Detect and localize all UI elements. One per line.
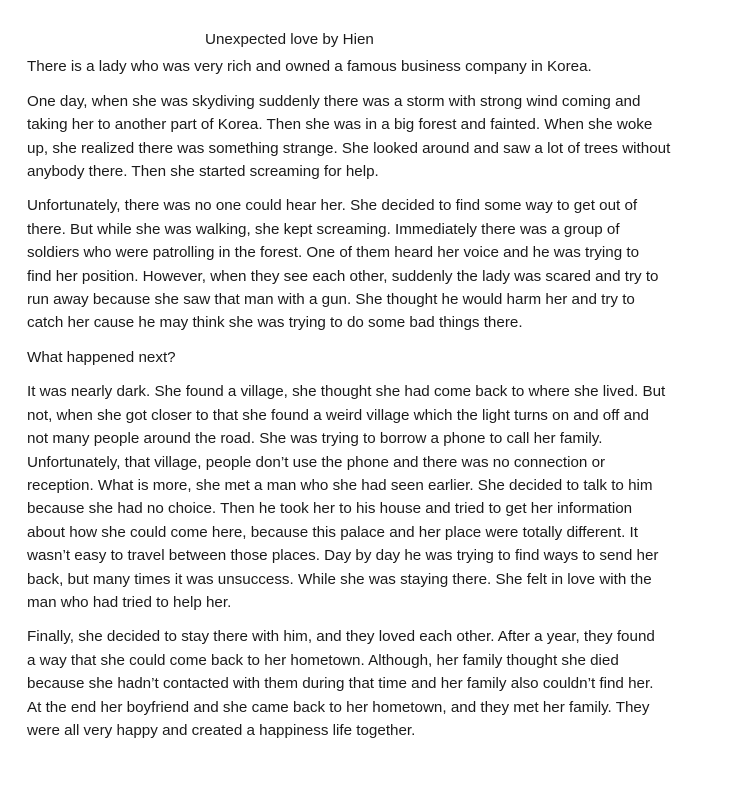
paragraph-line: reception. What is more, she met a man who she had seen earlier. She decided to talk to him [27, 476, 653, 494]
paragraph-line: were all very happy and created a happiness life together. [27, 721, 416, 739]
paragraph-question [27, 346, 723, 369]
paragraph-line: not, when she got closer to that she found a weird village which the light turns on and off and [27, 406, 649, 424]
paragraph-line: catch her cause he may think she was trying to do some bad things there. [27, 314, 523, 332]
paragraph-line: back, but many times it was unsuccess. While she was staying there. She felt in love with the [27, 570, 652, 588]
paragraph-line: Unfortunately, that village, people don’t use the phone and there was no connection or [27, 453, 606, 471]
document-title: Unexpected love by Hien [205, 31, 374, 48]
paragraph-line: soldiers who were patrolling in the forest. One of them heard her voice and he was trying to [27, 244, 640, 262]
paragraph-line: anybody there. Then she started screaming for help. [27, 163, 379, 181]
paragraph-line: there. But while she was walking, she kept screaming. Immediately there was a group of [27, 220, 620, 238]
paragraph-soldiers [27, 194, 723, 334]
paragraph-line: a way that she could come back to her hometown. Although, her family thought she died [27, 651, 619, 669]
paragraph-intro [27, 55, 723, 78]
paragraph-line: because she hadn’t contacted with them during that time and her family also couldn’t find her. [27, 675, 654, 693]
paragraph-line: up, she realized there was something strange. She looked around and saw a lot of trees without [27, 139, 671, 157]
paragraph-line: One day, when she was skydiving suddenly there was a storm with strong wind coming and [27, 92, 641, 110]
paragraph-line: run away because she saw that man with a gun. She thought he would harm her and try to [27, 291, 635, 309]
paragraph-village [27, 380, 723, 614]
paragraph-line: Unfortunately, there was no one could hear her. She decided to find some way to get out of [27, 197, 638, 215]
paragraph-line: What happened next? [27, 348, 176, 366]
paragraph-line: not many people around the road. She was trying to borrow a phone to call her family. [27, 430, 603, 448]
paragraph-line: It was nearly dark. She found a village, she thought she had come back to where she lived. But [27, 383, 666, 401]
paragraph-ending [27, 625, 723, 742]
paragraph-skydiving [27, 90, 723, 184]
paragraph-line: because she had no choice. Then he took her to his house and tried to get her information [27, 500, 633, 518]
paragraph-line: find her position. However, when they see each other, suddenly the lady was scared and try to [27, 267, 659, 285]
paragraph-line: wasn’t easy to travel between those places. Day by day he was trying to find ways to send her [27, 547, 659, 565]
paragraph-line: There is a lady who was very rich and owned a famous business company in Korea. [27, 58, 592, 76]
paragraph-line: man who had tried to help her. [27, 593, 232, 611]
paragraph-line: At the end her boyfriend and she came back to her hometown, and they met her family. They [27, 698, 650, 716]
paragraph-line: taking her to another part of Korea. Then she was in a big forest and fainted. When she woke [27, 116, 653, 134]
paragraph-line: about how she could come here, because this palace and her place were totally different. It [27, 523, 638, 541]
paragraph-line: Finally, she decided to stay there with him, and they loved each other. After a year, they found [27, 628, 655, 646]
